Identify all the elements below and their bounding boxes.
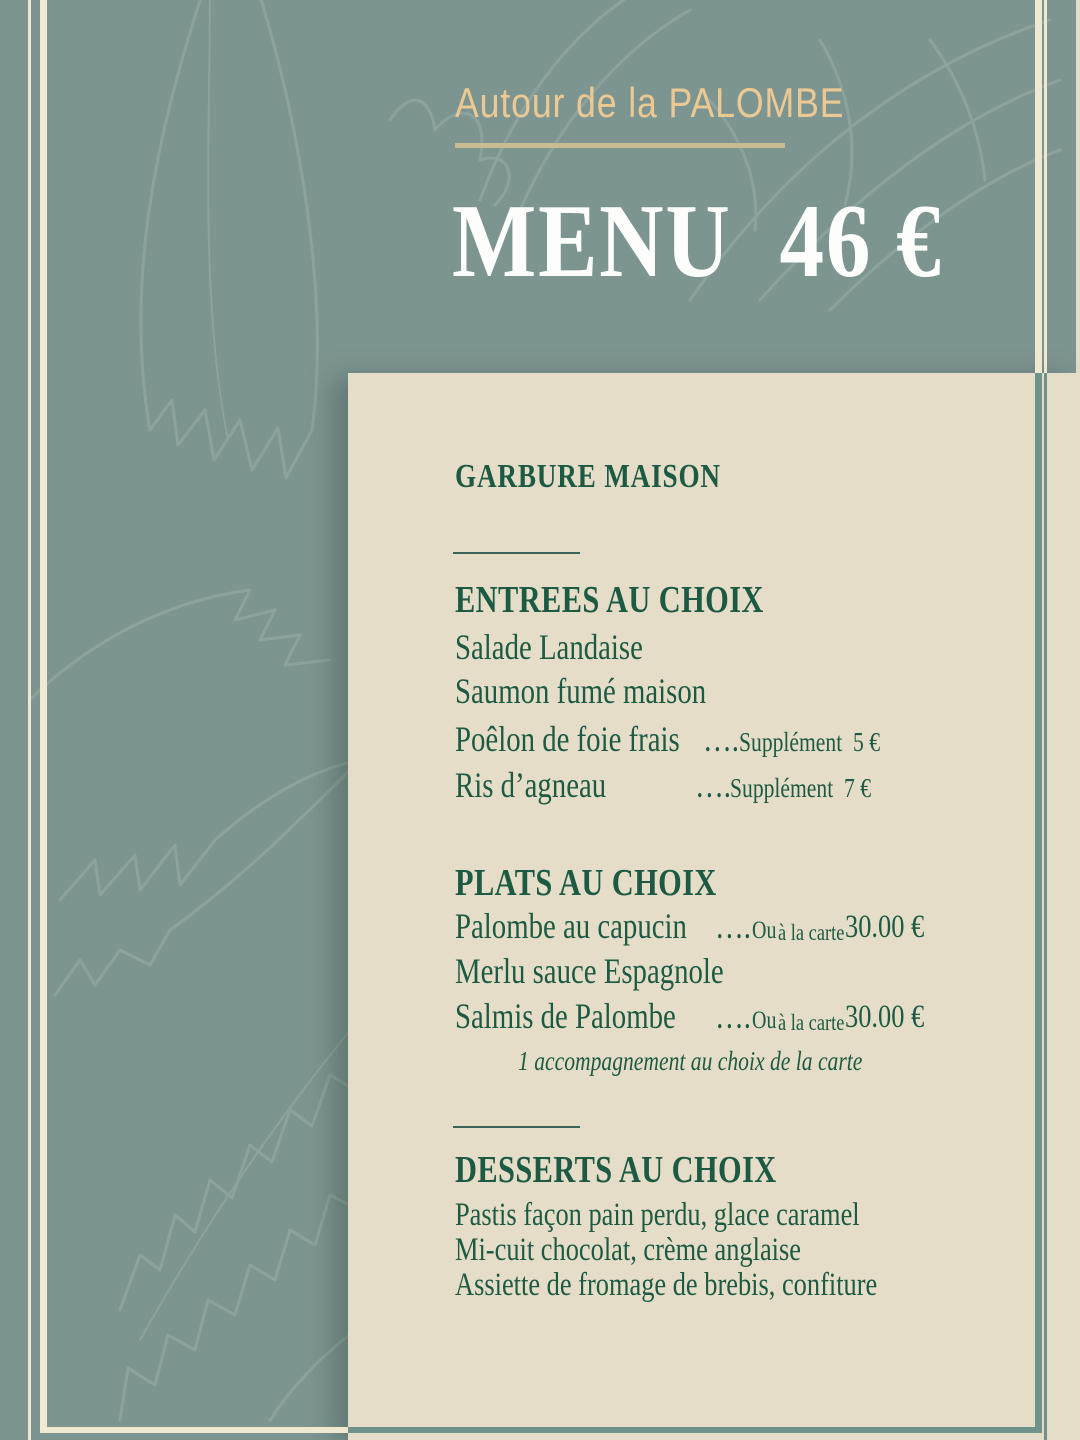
frame-rule-bottom-cream: [40, 1427, 348, 1433]
item-supplement: Supplément 5 €: [739, 727, 880, 757]
item-dots: ….: [703, 719, 739, 759]
item-name: Mi-cuit chocolat, crème anglaise: [455, 1232, 801, 1268]
menu-item-palombe: [455, 908, 1055, 956]
menu-item-ris: [455, 767, 1055, 815]
accompaniment-note-text: 1 accompagnement au choix de la carte: [517, 1046, 863, 1076]
starter-name: GARBURE MAISON: [455, 458, 721, 495]
item-price: 30.00 €: [845, 909, 925, 945]
frame-rule-right-thick-cream: [1035, 0, 1042, 373]
item-carte-label: à la carte: [778, 920, 845, 945]
frame-rule-left-thin: [28, 0, 31, 1440]
menu-item-salmis: [455, 998, 1055, 1046]
menu-price-heading-text: MENU 46 €: [452, 182, 943, 299]
item-name: Poêlon de foie frais: [455, 719, 680, 759]
divider-entrees: [453, 552, 580, 554]
item-carte-label: à la carte: [778, 1010, 845, 1035]
menu-price-heading: [452, 180, 1029, 301]
frame-rule-right-thin-cream: [1044, 0, 1047, 373]
restaurant-title: [455, 79, 913, 127]
item-or-label: Ou: [752, 917, 777, 944]
item-name: Salmis de Palombe: [455, 996, 676, 1036]
item-supplement: Supplément 7 €: [730, 773, 871, 803]
desserts-header: [455, 1151, 1055, 1199]
item-name: Palombe au capucin: [455, 906, 687, 946]
desserts-header-text: DESSERTS AU CHOIX: [455, 1149, 777, 1191]
accompaniment-note: [455, 1048, 925, 1075]
item-or-label: Ou: [752, 1007, 777, 1034]
menu-item-saumon: [455, 673, 1055, 721]
title-underline: [455, 143, 785, 148]
item-name: Pastis façon pain perdu, glace caramel: [455, 1197, 860, 1233]
restaurant-title-text: Autour de la PALOMBE: [455, 79, 845, 126]
menu-item-poelon: [455, 721, 1055, 769]
divider-desserts: [453, 1126, 580, 1128]
plats-header-text: PLATS AU CHOIX: [455, 862, 717, 904]
item-name: Assiette de fromage de brebis, confiture: [455, 1267, 878, 1303]
frame-rule-left-thick: [40, 0, 47, 1433]
item-price: 30.00 €: [845, 999, 925, 1035]
frame-rule-bottom-teal: [348, 1427, 1042, 1433]
menu-item-merlu: [455, 953, 1055, 1001]
item-name: Saumon fumé maison: [455, 671, 707, 711]
item-dots: ….: [715, 906, 751, 946]
item-dots: ….: [715, 996, 751, 1036]
menu-item-salade: [455, 629, 1055, 677]
item-name: Salade Landaise: [455, 627, 643, 667]
entrees-header-text: ENTREES AU CHOIX: [455, 579, 764, 621]
item-dots: ….: [695, 765, 731, 805]
item-name: Merlu sauce Espagnole: [455, 951, 724, 991]
menu-item-assiette: [455, 1269, 1055, 1317]
entrees-header: [455, 581, 1055, 629]
item-name: Ris d’agneau: [455, 765, 607, 805]
plats-header: [455, 864, 1055, 912]
starter-row: [455, 460, 1055, 508]
